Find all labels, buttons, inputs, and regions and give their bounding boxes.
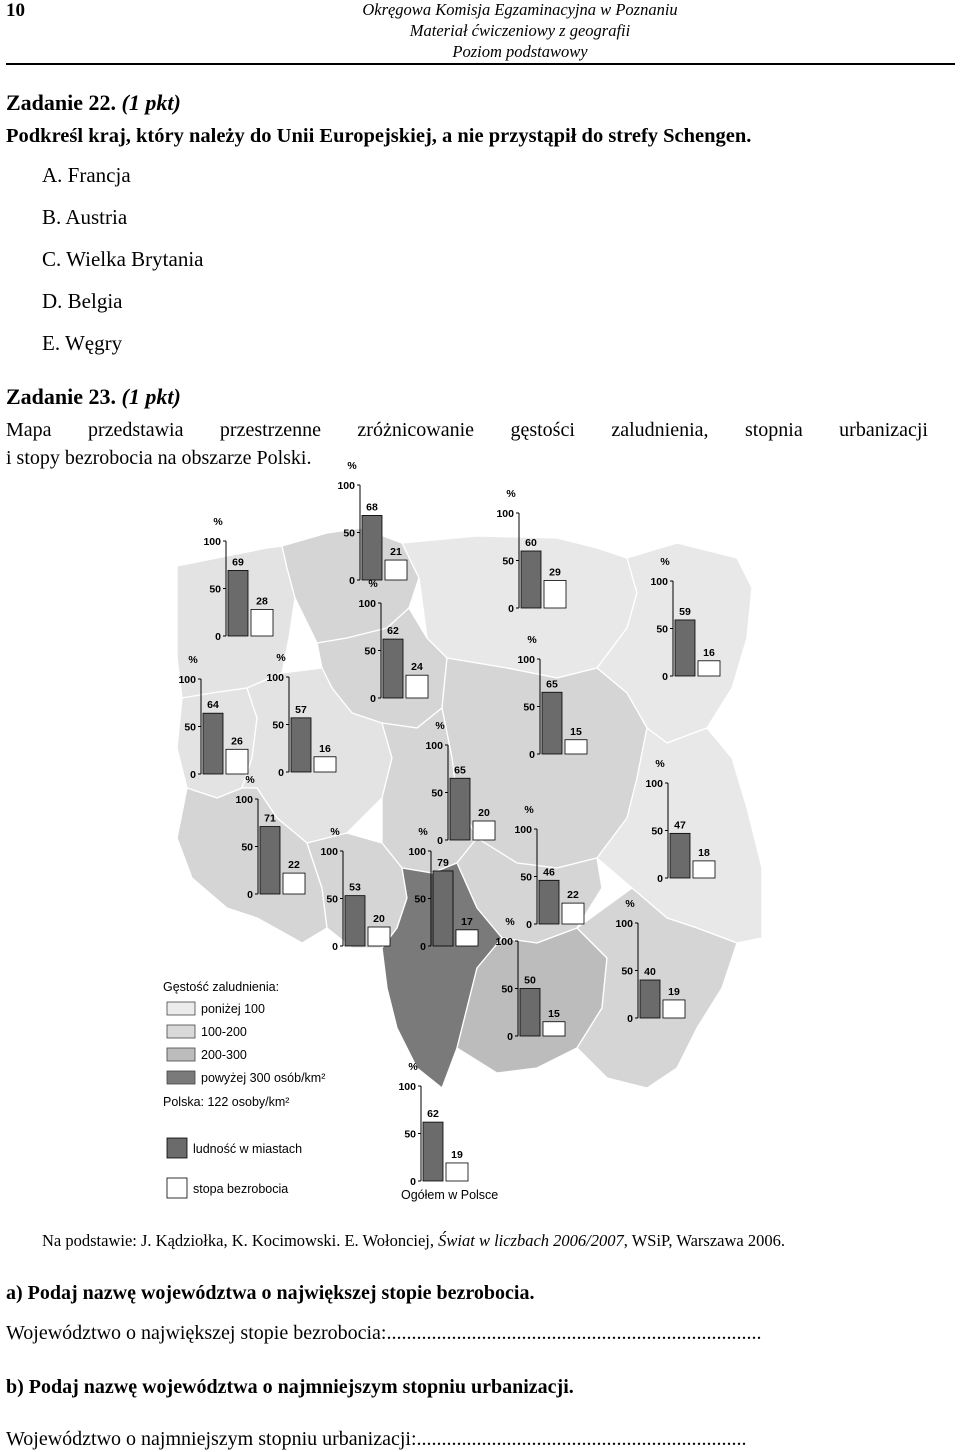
- minichart-10-unemployment-label: 22: [288, 859, 300, 872]
- answer-line-b[interactable]: Województwo o najmniejszym stopniu urbanizacji:..................................................................: [6, 1428, 747, 1450]
- minichart-1-urban-bar: [228, 570, 248, 636]
- minichart-7-unit: %: [276, 652, 286, 664]
- minichart-11-unemployment-bar: [693, 861, 715, 878]
- overall-label: Ogółem w Polsce: [401, 1188, 499, 1202]
- minichart-4-tick-label-2: 0: [370, 693, 376, 705]
- task22-heading: [6, 90, 181, 116]
- minichart-overall-urban-bar: [423, 1122, 443, 1181]
- minichart-4-urban-label: 62: [387, 625, 399, 638]
- task22-option-a: A. Francja: [42, 163, 131, 187]
- minichart-9-unit: %: [435, 720, 445, 732]
- minichart-5-urban-bar: [675, 620, 695, 676]
- minichart-8-unemployment-label: 15: [570, 725, 582, 738]
- minichart-9-urban-bar: [450, 778, 470, 840]
- minichart-4-tick-label-1: 50: [364, 645, 376, 658]
- legend-unemployment-swatch: [167, 1178, 187, 1198]
- minichart-14-tick-label-2: 0: [526, 919, 532, 931]
- minichart-6-urban-label: 64: [207, 699, 219, 712]
- minichart-7-urban-bar: [291, 718, 311, 772]
- minichart-3-unemployment-bar: [544, 580, 566, 608]
- task22-title: Zadanie 22.: [6, 90, 117, 115]
- minichart-15-unemployment-bar: [543, 1022, 565, 1036]
- minichart-overall-unit: %: [408, 1061, 418, 1073]
- minichart-7-unemployment-label: 16: [319, 742, 331, 755]
- minichart-1-unit: %: [213, 516, 223, 528]
- minichart-11-urban-label: 47: [674, 819, 686, 832]
- task22-option-e: E. Węgry: [42, 331, 123, 355]
- minichart-16-tick-label-0: 100: [615, 918, 633, 930]
- minichart-3-unit: %: [506, 488, 516, 500]
- task23-intro-line-2: i stopy bezrobocia na obszarze Polski.: [6, 447, 312, 469]
- legend-urban-swatch: [167, 1138, 187, 1158]
- question-a: a) Podaj nazwę województwa o największej stopie bezrobocia.: [6, 1282, 535, 1304]
- minichart-5-tick-label-2: 0: [662, 671, 668, 683]
- minichart-16-urban-label: 40: [644, 966, 656, 978]
- task22-question: Podkreśl kraj, który należy do Unii Europejskiej, a nie przystąpił do strefy Schengen.: [6, 125, 752, 147]
- minichart-13-tick-label-0: 100: [408, 846, 426, 858]
- minichart-12-urban-bar: [345, 896, 365, 946]
- minichart-2-urban-bar: [362, 515, 382, 580]
- legend-swatch-2: [167, 1025, 195, 1038]
- page-header: [270, 0, 770, 62]
- minichart-10-tick-label-1: 50: [241, 841, 253, 854]
- minichart-10-urban-bar: [260, 827, 280, 894]
- minichart-8-unemployment-bar: [565, 740, 587, 754]
- minichart-overall-tick-label-0: 100: [398, 1081, 416, 1093]
- minichart-11-unemployment-label: 18: [698, 846, 710, 859]
- minichart-10-urban-label: 71: [264, 812, 276, 825]
- minichart-14-unemployment-label: 22: [567, 889, 579, 902]
- minichart-15-urban-label: 50: [524, 974, 536, 987]
- minichart-5-unemployment-bar: [698, 661, 720, 676]
- minichart-14-urban-bar: [539, 880, 559, 924]
- minichart-12-unemployment-bar: [368, 927, 390, 946]
- minichart-1-urban-label: 69: [232, 556, 244, 569]
- minichart-9-tick-label-2: 0: [437, 835, 443, 847]
- minichart-16-urban-bar: [640, 980, 660, 1018]
- minichart-6-tick-label-2: 0: [190, 769, 196, 781]
- minichart-5-tick-label-0: 100: [650, 576, 668, 588]
- minichart-16-tick-label-1: 50: [621, 965, 633, 978]
- minichart-15-urban-bar: [520, 989, 540, 1037]
- minichart-13-urban-bar: [433, 871, 453, 946]
- minichart-9-tick-label-0: 100: [425, 740, 443, 752]
- header-line-1: Okręgowa Komisja Egzaminacyjna w Poznaniu: [362, 0, 678, 19]
- minichart-7-tick-label-1: 50: [272, 719, 284, 732]
- header-line-2: Materiał ćwiczeniowy z geografii: [409, 21, 631, 40]
- minichart-2-unit: %: [347, 460, 357, 472]
- minichart-12-unemployment-label: 20: [373, 913, 385, 925]
- minichart-13-tick-label-2: 0: [420, 941, 426, 953]
- legend-item-2: 100-200: [201, 1025, 247, 1039]
- minichart-7-tick-label-0: 100: [266, 672, 284, 684]
- minichart-11-tick-label-2: 0: [657, 873, 663, 885]
- minichart-7-tick-label-2: 0: [278, 767, 284, 779]
- minichart-11-urban-bar: [670, 833, 690, 878]
- minichart-2-tick-label-0: 100: [337, 480, 355, 492]
- minichart-12-unit: %: [330, 826, 340, 838]
- minichart-1-tick-label-0: 100: [203, 536, 221, 548]
- minichart-12-urban-label: 53: [349, 881, 361, 894]
- task22-points: (1 pkt): [121, 90, 181, 115]
- task22-option-c: C. Wielka Brytania: [42, 247, 204, 271]
- minichart-5-unemployment-label: 16: [703, 646, 715, 659]
- minichart-4-unemployment-bar: [406, 675, 428, 698]
- minichart-2-tick-label-2: 0: [349, 575, 355, 587]
- minichart-14-tick-label-1: 50: [520, 871, 532, 884]
- minichart-1-unemployment-label: 28: [256, 595, 268, 608]
- minichart-6-unemployment-label: 26: [231, 735, 243, 748]
- minichart-4-unemployment-label: 24: [411, 661, 423, 674]
- minichart-overall-urban-label: 62: [427, 1108, 439, 1121]
- minichart-7-urban-label: 57: [295, 703, 307, 716]
- task23-title: Zadanie 23.: [6, 384, 117, 409]
- minichart-15-tick-label-2: 0: [507, 1031, 513, 1043]
- minichart-overall-tick-label-1: 50: [404, 1128, 416, 1141]
- task22-option-b: B. Austria: [42, 205, 128, 229]
- minichart-5-tick-label-1: 50: [656, 623, 668, 636]
- minichart-2-unemployment-bar: [385, 560, 407, 580]
- source-citation: [42, 1231, 785, 1251]
- minichart-9-tick-label-1: 50: [431, 787, 443, 800]
- minichart-10-unit: %: [245, 774, 255, 786]
- minichart-15-tick-label-0: 100: [495, 936, 513, 948]
- minichart-8-urban-bar: [542, 692, 562, 754]
- task23-points: (1 pkt): [121, 384, 181, 409]
- minichart-9-urban-label: 65: [454, 764, 466, 777]
- minichart-6-tick-label-0: 100: [178, 674, 196, 686]
- minichart-14-urban-label: 46: [543, 866, 555, 879]
- task22-option-d: D. Belgia: [42, 289, 123, 313]
- minichart-13-urban-label: 79: [437, 856, 449, 869]
- minichart-13-unemployment-bar: [456, 930, 478, 946]
- source-title: Świat w liczbach 2006/2007: [438, 1231, 624, 1250]
- legend-item-4: powyżej 300 osób/km²: [201, 1071, 326, 1085]
- minichart-13-unit: %: [418, 826, 428, 838]
- minichart-5-unit: %: [660, 556, 670, 568]
- minichart-4-urban-bar: [383, 639, 403, 698]
- minichart-1-tick-label-1: 50: [209, 583, 221, 596]
- minichart-8-urban-label: 65: [546, 678, 558, 691]
- minichart-14-unit: %: [524, 804, 534, 816]
- minichart-3-tick-label-2: 0: [508, 603, 514, 615]
- task23-intro-line-1: Mapa przedstawia przestrzenne zróżnicowanie gęstości zaludnienia, stopnia urbanizacji: [6, 419, 928, 441]
- minichart-4-tick-label-0: 100: [358, 598, 376, 610]
- minichart-3-tick-label-1: 50: [502, 555, 514, 568]
- page-number: 10: [6, 0, 25, 21]
- poland-density: Polska: 122 osoby/km²: [163, 1095, 290, 1109]
- minichart-16-tick-label-2: 0: [627, 1013, 633, 1025]
- minichart-11-tick-label-1: 50: [651, 825, 663, 838]
- minichart-1-unemployment-bar: [251, 609, 273, 636]
- minichart-8-tick-label-1: 50: [523, 701, 535, 714]
- minichart-3-tick-label-0: 100: [496, 508, 514, 520]
- legend-swatch-3: [167, 1048, 195, 1061]
- minichart-9-unemployment-bar: [473, 821, 495, 840]
- minichart-11-unit: %: [655, 758, 665, 770]
- minichart-6-unemployment-bar: [226, 749, 248, 774]
- minichart-overall-unemployment-bar: [446, 1163, 468, 1181]
- header-line-3: Poziom podstawowy: [452, 42, 588, 61]
- legend-urban-label: ludność w miastach: [193, 1142, 303, 1156]
- legend-swatch-1: [167, 1002, 195, 1015]
- minichart-13-tick-label-1: 50: [414, 893, 426, 906]
- legend-item-1: poniżej 100: [201, 1002, 265, 1016]
- header-rule: [6, 63, 955, 65]
- minichart-16-unit: %: [625, 898, 635, 910]
- source-prefix: Na podstawie: J. Kądziołka, K. Kocimowski. E. Wołonciej,: [42, 1231, 439, 1250]
- minichart-4-unit: %: [368, 578, 378, 590]
- minichart-11-tick-label-0: 100: [645, 778, 663, 790]
- minichart-10-unemployment-bar: [283, 873, 305, 894]
- minichart-14-tick-label-0: 100: [514, 824, 532, 836]
- minichart-6-urban-bar: [203, 713, 223, 774]
- minichart-overall-tick-label-2: 0: [410, 1176, 416, 1188]
- legend-item-3: 200-300: [201, 1048, 247, 1062]
- minichart-7-unemployment-bar: [314, 757, 336, 772]
- minichart-12-tick-label-1: 50: [326, 893, 338, 906]
- minichart-8-unit: %: [527, 634, 537, 646]
- minichart-2-unemployment-label: 21: [390, 546, 402, 559]
- task23-heading: [6, 384, 181, 410]
- answer-line-a[interactable]: Województwo o największej stopie bezrobocia:...........................................................................: [6, 1322, 762, 1344]
- minichart-5-urban-label: 59: [679, 605, 691, 618]
- minichart-15-unemployment-label: 15: [548, 1007, 560, 1020]
- minichart-12-tick-label-2: 0: [332, 941, 338, 953]
- minichart-6-unit: %: [188, 654, 198, 666]
- minichart-3-unemployment-label: 29: [549, 566, 561, 579]
- minichart-10-tick-label-0: 100: [235, 794, 253, 806]
- minichart-15-unit: %: [505, 916, 515, 928]
- minichart-2-urban-label: 68: [366, 501, 378, 514]
- minichart-14-unemployment-bar: [562, 903, 584, 924]
- minichart-15-tick-label-1: 50: [501, 983, 513, 996]
- minichart-16-unemployment-bar: [663, 1000, 685, 1018]
- question-b: b) Podaj nazwę województwa o najmniejszym stopniu urbanizacji.: [6, 1376, 574, 1398]
- minichart-2-tick-label-1: 50: [343, 527, 355, 540]
- minichart-9-unemployment-label: 20: [478, 807, 490, 819]
- minichart-10-tick-label-2: 0: [247, 889, 253, 901]
- poland-map: [157, 460, 777, 1204]
- minichart-13-unemployment-label: 17: [461, 915, 473, 928]
- minichart-3-urban-bar: [521, 551, 541, 608]
- minichart-1-tick-label-2: 0: [215, 631, 221, 643]
- minichart-3-urban-label: 60: [525, 537, 537, 549]
- minichart-8-tick-label-0: 100: [517, 654, 535, 666]
- minichart-12-tick-label-0: 100: [320, 846, 338, 858]
- legend-title: Gęstość zaludnienia:: [163, 980, 280, 994]
- minichart-6-tick-label-1: 50: [184, 721, 196, 734]
- legend-swatch-4: [167, 1071, 195, 1084]
- minichart-8-tick-label-2: 0: [529, 749, 535, 761]
- minichart-16-unemployment-label: 19: [668, 985, 680, 998]
- minichart-overall-unemployment-label: 19: [451, 1148, 463, 1161]
- legend-unemployment-label: stopa bezrobocia: [193, 1182, 289, 1196]
- source-suffix: , WSiP, Warszawa 2006.: [623, 1231, 785, 1250]
